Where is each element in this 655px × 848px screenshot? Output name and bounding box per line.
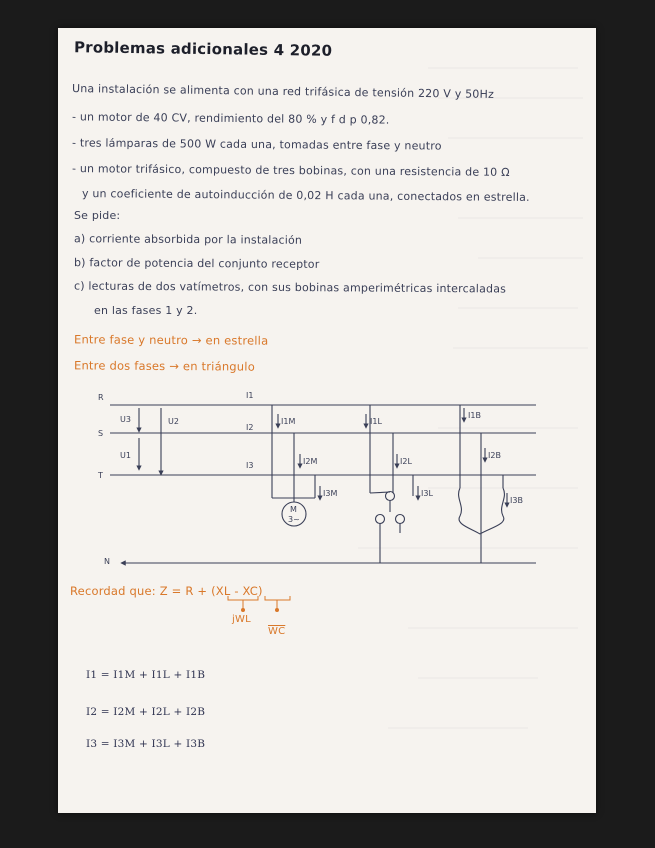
phase-s-label: S (98, 429, 104, 438)
motor-label: M (290, 505, 297, 514)
question-b: b) factor de potencia del conjunto receptor (73, 256, 320, 271)
problem-item-inductance: y un coeficiente de autoinducción de 0,02 H cada una, conectados en estrella. (81, 187, 530, 204)
current-i1b-label: I1B (468, 411, 481, 420)
current-i3m-label: I3M (323, 489, 338, 498)
question-c-continued: en las fases 1 y 2. (94, 304, 198, 317)
page-title: Problemas adicionales 4 2020 (73, 38, 333, 60)
current-i2b-label: I2B (488, 451, 501, 460)
phase-r-label: R (98, 393, 104, 402)
note-star: Entre fase y neutro → en estrella (73, 332, 269, 348)
problem-item-three-phase-motor: - un motor trifásico, compuesto de tres bobinas, con una resistencia de 10 Ω (71, 162, 510, 179)
question-c: c) lecturas de dos vatímetros, con sus bobinas amperimétricas intercaladas (73, 279, 507, 296)
current-i2m-label: I2M (303, 457, 318, 466)
requested-heading: Se pide: (74, 209, 121, 222)
impedance-annotation (58, 28, 596, 813)
impedance-reminder: Recordad que: Z = R + (XL - XC) (70, 584, 263, 598)
current-i2-label: I2 (246, 423, 254, 432)
jwl-term: jWL (232, 614, 251, 625)
voltage-u1-label: U1 (120, 451, 131, 460)
problem-item-motor: - un motor de 40 CV, rendimiento del 80 % y f d p 0,82. (71, 110, 390, 127)
current-i1l-label: I1L (370, 417, 382, 426)
motor-subscript-label: 3~ (288, 515, 300, 524)
current-i3-label: I3 (246, 461, 254, 470)
note-delta: Entre dos fases → en triángulo (73, 358, 256, 374)
neutral-label: N (104, 557, 110, 566)
wc-term: $\overline{WC}$ (268, 626, 286, 637)
equation-i3: I3 = I3M + I3L + I3B (86, 738, 206, 750)
current-i1-label: I1 (246, 391, 254, 400)
equation-i2: I2 = I2M + I2L + I2B (86, 706, 206, 718)
phase-t-label: T (98, 471, 103, 480)
equation-i1: I1 = I1M + I1L + I1B (86, 669, 206, 681)
problem-item-lamps: - tres lámparas de 500 W cada una, tomadas entre fase y neutro (71, 136, 442, 153)
notebook-page (58, 28, 596, 813)
voltage-u2-label: U2 (168, 417, 179, 426)
problem-statement: Una instalación se alimenta con una red trifásica de tensión 220 V y 50Hz (71, 82, 495, 101)
current-i3l-label: I3L (421, 489, 433, 498)
current-i3b-label: I3B (510, 496, 523, 505)
question-a: a) corriente absorbida por la instalación (73, 232, 303, 247)
current-i1m-label: I1M (281, 417, 296, 426)
voltage-u3-label: U3 (120, 415, 131, 424)
current-i2l-label: I2L (400, 457, 412, 466)
